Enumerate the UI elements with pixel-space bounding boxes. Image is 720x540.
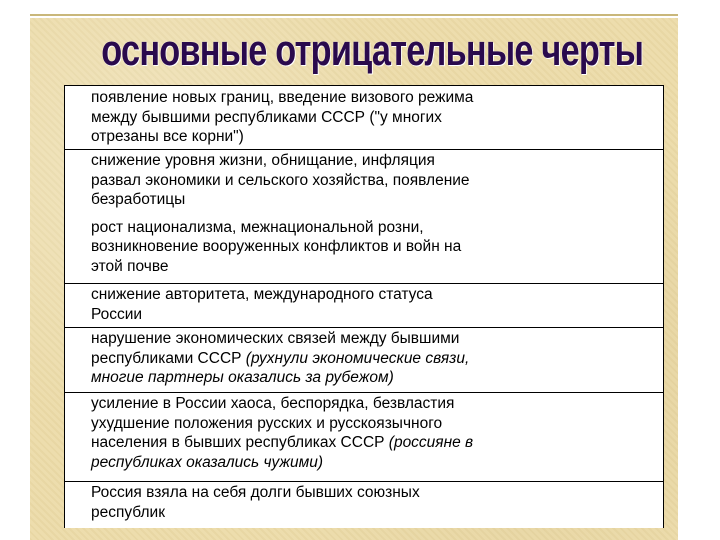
- row-line: снижение уровня жизни, обнищание, инфляция: [91, 152, 435, 169]
- row-line: населения в бывших республиках СССР (россияне в: [91, 434, 474, 451]
- row-line: России: [91, 305, 143, 323]
- row-line: отрезаны все корни"): [91, 128, 244, 145]
- row-line: Россия взяла на себя долги бывших союзных: [91, 484, 420, 501]
- table-row: [65, 285, 663, 328]
- traits-table: [64, 85, 664, 528]
- row-line: рост национализма, межнациональной розни,: [91, 218, 424, 236]
- row-line: между бывшими республиками СССР ("у многих: [91, 108, 442, 126]
- row-line: возникновение вооруженных конфликтов и войн на: [91, 238, 462, 255]
- row-line: безработицы: [91, 191, 186, 208]
- slide-title: основные отрицательные черты: [101, 26, 644, 75]
- table-row: [65, 329, 663, 393]
- top-rule: [30, 14, 678, 16]
- row-line: многие партнеры оказались за рубежом): [91, 369, 394, 386]
- row-line: ухудшение положения русских и русскоязычного: [91, 414, 443, 432]
- row-line: этой почве: [91, 257, 169, 275]
- row-line: усиление в России хаоса, беспорядка, безвластия: [91, 395, 455, 412]
- row-line: развал экономики и сельского хозяйства, появление: [91, 171, 470, 189]
- row-line: республиках оказались чужими): [91, 453, 324, 471]
- row-line: республик: [91, 503, 165, 521]
- row-line: снижение авторитета, международного статуса: [91, 286, 433, 303]
- table-row: [65, 88, 663, 150]
- table-row: [65, 394, 663, 482]
- row-line: нарушение экономических связей между бывшими: [91, 330, 460, 347]
- table-row: [65, 151, 663, 284]
- row-line: республиками СССР (рухнули экономические связи,: [91, 349, 470, 367]
- table-row: [65, 483, 663, 527]
- row-line: появление новых границ, введение визового режима: [91, 89, 474, 106]
